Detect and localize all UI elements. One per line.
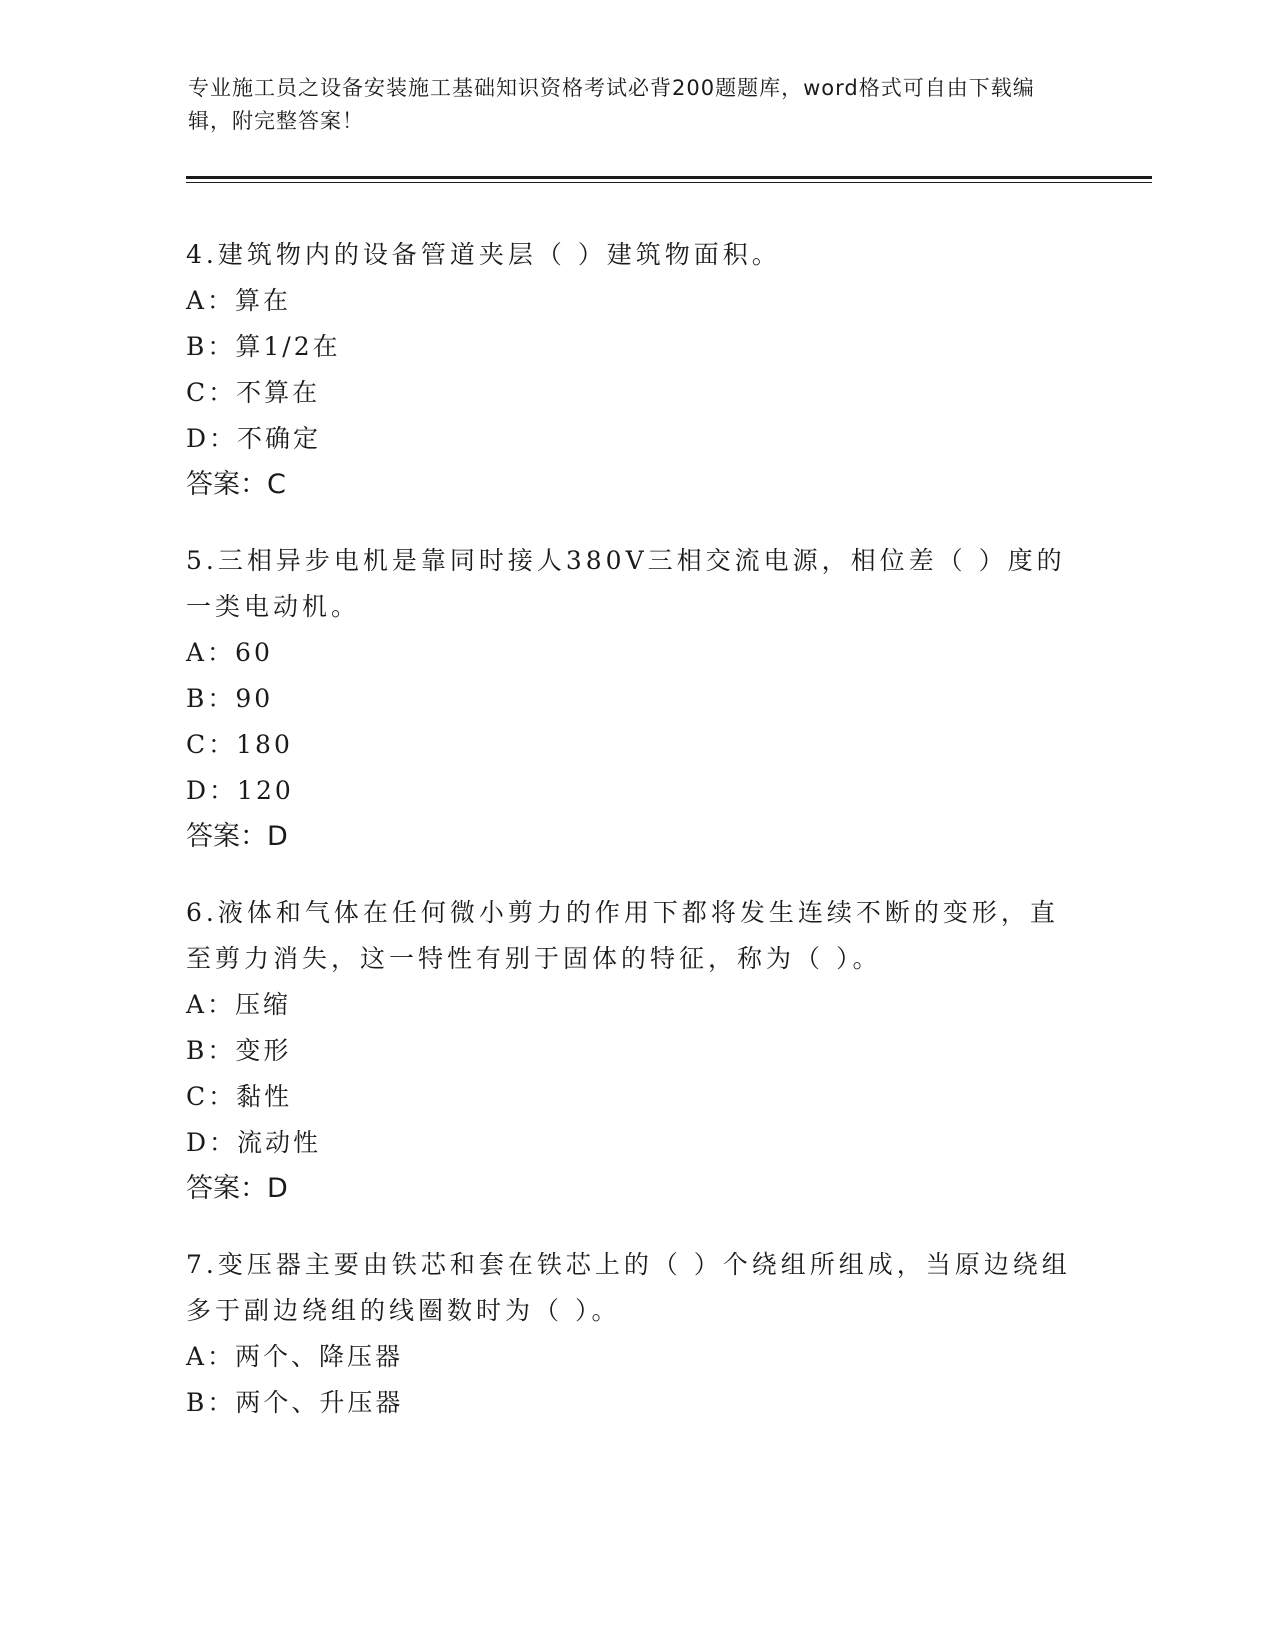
option-b: B：90 [186, 684, 274, 713]
option-d: D：不确定 [186, 424, 322, 453]
option-d: D：流动性 [186, 1128, 322, 1157]
header-divider-thick [186, 176, 1152, 179]
answer-line: 答案：D [186, 1173, 288, 1204]
option-c: C：不算在 [186, 378, 321, 407]
answer-line: 答案：C [186, 469, 286, 500]
option-c: C：180 [186, 730, 293, 759]
question-text: 5.三相异步电机是靠同时接人380V三相交流电源，相位差（ ）度的一类电动机。 [186, 546, 1066, 621]
header-divider-thin [186, 182, 1152, 183]
question-7 [186, 1242, 1086, 1426]
question-text: 4.建筑物内的设备管道夹层（ ）建筑物面积。 [186, 240, 781, 269]
option-a: A：两个、降压器 [186, 1342, 404, 1371]
question-list [186, 232, 1086, 1456]
question-text: 6.液体和气体在任何微小剪力的作用下都将发生连续不断的变形，直至剪力消失，这一特性有别于固体的特征，称为（ ）。 [186, 898, 1059, 973]
option-c: C：黏性 [186, 1082, 293, 1111]
option-a: A：压缩 [186, 990, 292, 1019]
question-5 [186, 538, 1086, 860]
option-d: D：120 [186, 776, 294, 805]
option-b: B：算1/2在 [186, 332, 341, 361]
answer-line: 答案：D [186, 821, 288, 852]
question-4 [186, 232, 1086, 508]
option-b: B：两个、升压器 [186, 1388, 404, 1417]
option-b: B：变形 [186, 1036, 292, 1065]
question-text: 7.变压器主要由铁芯和套在铁芯上的（ ）个绕组所组成，当原边绕组多于副边绕组的线圈数时为（ ）。 [186, 1250, 1071, 1325]
option-a: A：算在 [186, 286, 292, 315]
question-6 [186, 890, 1086, 1212]
option-a: A：60 [186, 638, 273, 667]
document-header: 专业施工员之设备安装施工基础知识资格考试必背200题题库，word格式可自由下载编辑，附完整答案！ [188, 76, 1035, 133]
